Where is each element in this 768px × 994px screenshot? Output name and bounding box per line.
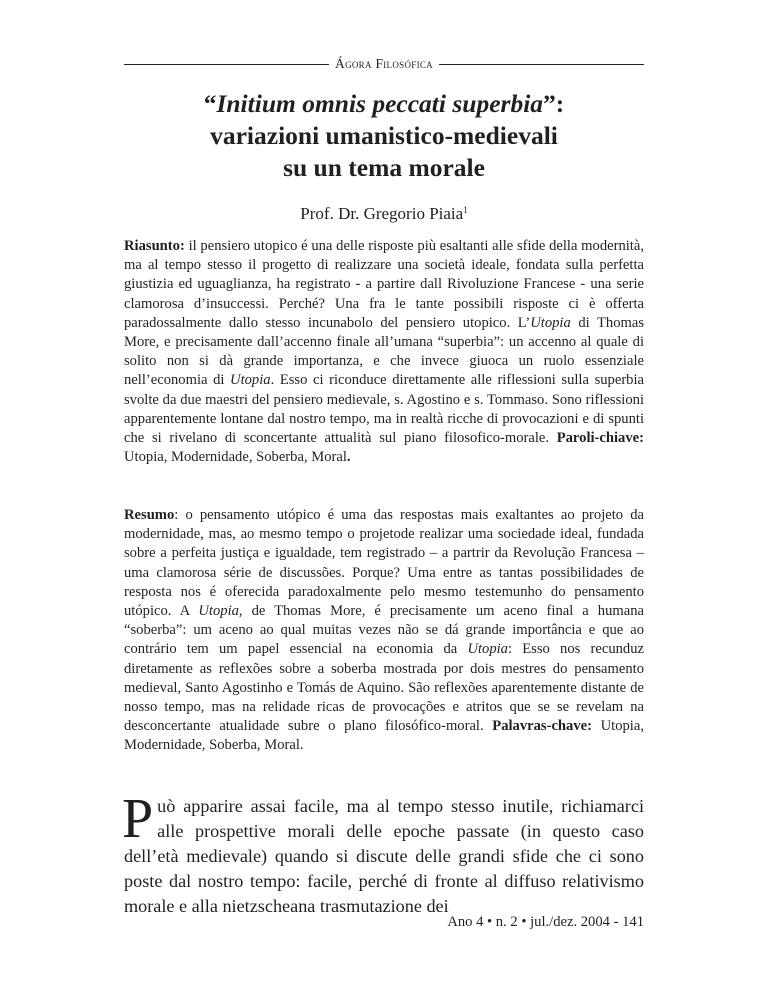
keywords-italian: Utopia, Modernidade, Soberba, Moral (124, 449, 347, 466)
header-rule-right (439, 64, 644, 65)
drop-cap: P (122, 788, 154, 850)
riassunto-label: Riasunto: (124, 238, 185, 254)
abstract-italian: Riasunto: il pensiero utopico é una delle risposte più esaltanti alle sfide della modernità, ma al tempo stesso il progetto di realizzare una società ideale, fondata sulla perfetta giustizia ed uguaglianza, ha registrato - a partire dall Rivoluzione Francese - una serie clamorosa d’insuccessi. Perché? Una fra le tante possibili risposte ci è offerta paradossalmente dallo stesso incunabolo del pensiero utopico. L’Utopia di Thomas More, e precisamente dall’accenno finale all’umana “superbia”: un accenno al quale di solito non si dà grande importanza, e che invece giuoca un ruolo essenziale nell’economia di Utopia. Esso ci riconduce direttamente alle riflessioni sulla superbia svolte da due maestri del pensiero medievale, s. Agostino e s. Tommaso. Sono riflessioni apparentemente lontane dal nostro tempo, ma in realtà ricche di provocazioni e di spunti che si rivelano di sconcertante attualità sul piano filosofico-morale. Paroli-chiave: Utopia, Modernidade, Soberba, Moral. (124, 238, 645, 466)
article-title (124, 88, 644, 184)
header-rule-left (124, 64, 329, 65)
keywords-portuguese: Utopia, Modernidade, Soberba, Moral. (124, 718, 644, 754)
title-line-3: su un tema morale (283, 153, 485, 182)
keywords-label-portuguese: Palavras-chave: (492, 718, 592, 735)
resumo-label: Resumo (124, 507, 175, 523)
title-line-1: “Initium omnis peccati superbia”: (203, 89, 565, 118)
author-line (124, 204, 644, 224)
journal-name: Ágora Filosófica (335, 56, 433, 71)
title-line-2: variazioni umanistico-medievali (210, 121, 558, 150)
author-name: Prof. Dr. Gregorio Piaia (300, 204, 464, 223)
keywords-label-italian: Paroli-chiave: (556, 430, 644, 447)
abstract-portuguese: Resumo: o pensamento utópico é uma das respostas mais exaltantes ao projeto da modernidade, mas, ao mesmo tempo o projetode realizar uma sociedade ideal, fundada sobre a perfeita justiça e igualdade, tem registrado – a partrir da Revolução Francesa – uma clamorosa série de discussões. Porque? Uma entre as tantas possibilidades de resposta nos é oferecida paradoxalmente pelo mesmo testemunho do pensamento utópico. A Utopia, de Thomas More, é precisamente um aceno final a humana “soberba”: um aceno ao qual muitas vezes não se dá grande importância e que ao contrário tem um papel essencial na economia da Utopia: Esso nos recunduz diretamente as reflexões sobre a soberba mostrada por dois mestres do pensamento medieval, Santo Agostinho e Tomás de Aquino. São reflexões aparentemente distante de nosso tempo, mas na relidade ricas de provocações e atritos que se se revelam na desconcertante atualidade subre o plano filosófico-moral. Palavras-chave: Utopia, Modernidade, Soberba, Moral. (124, 507, 644, 754)
running-head (124, 54, 644, 74)
body-paragraph: Può apparire assai facile, ma al tempo stesso inutile, richiamarci alle prospettive morali delle epoche passate (in questo caso dell’età medievale) quando si discute delle grandi sfide che ci sono poste dal nostro tempo: facile, perché di fronte al diffuso relativismo morale e alla nietzscheana trasmutazione dei (122, 788, 644, 916)
page-footer: Ano 4 • n. 2 • jul./dez. 2004 - 141 (447, 914, 644, 930)
footnote-mark: 1 (463, 205, 468, 215)
title-latin-phrase: Initium omnis peccati superbia (216, 89, 544, 118)
